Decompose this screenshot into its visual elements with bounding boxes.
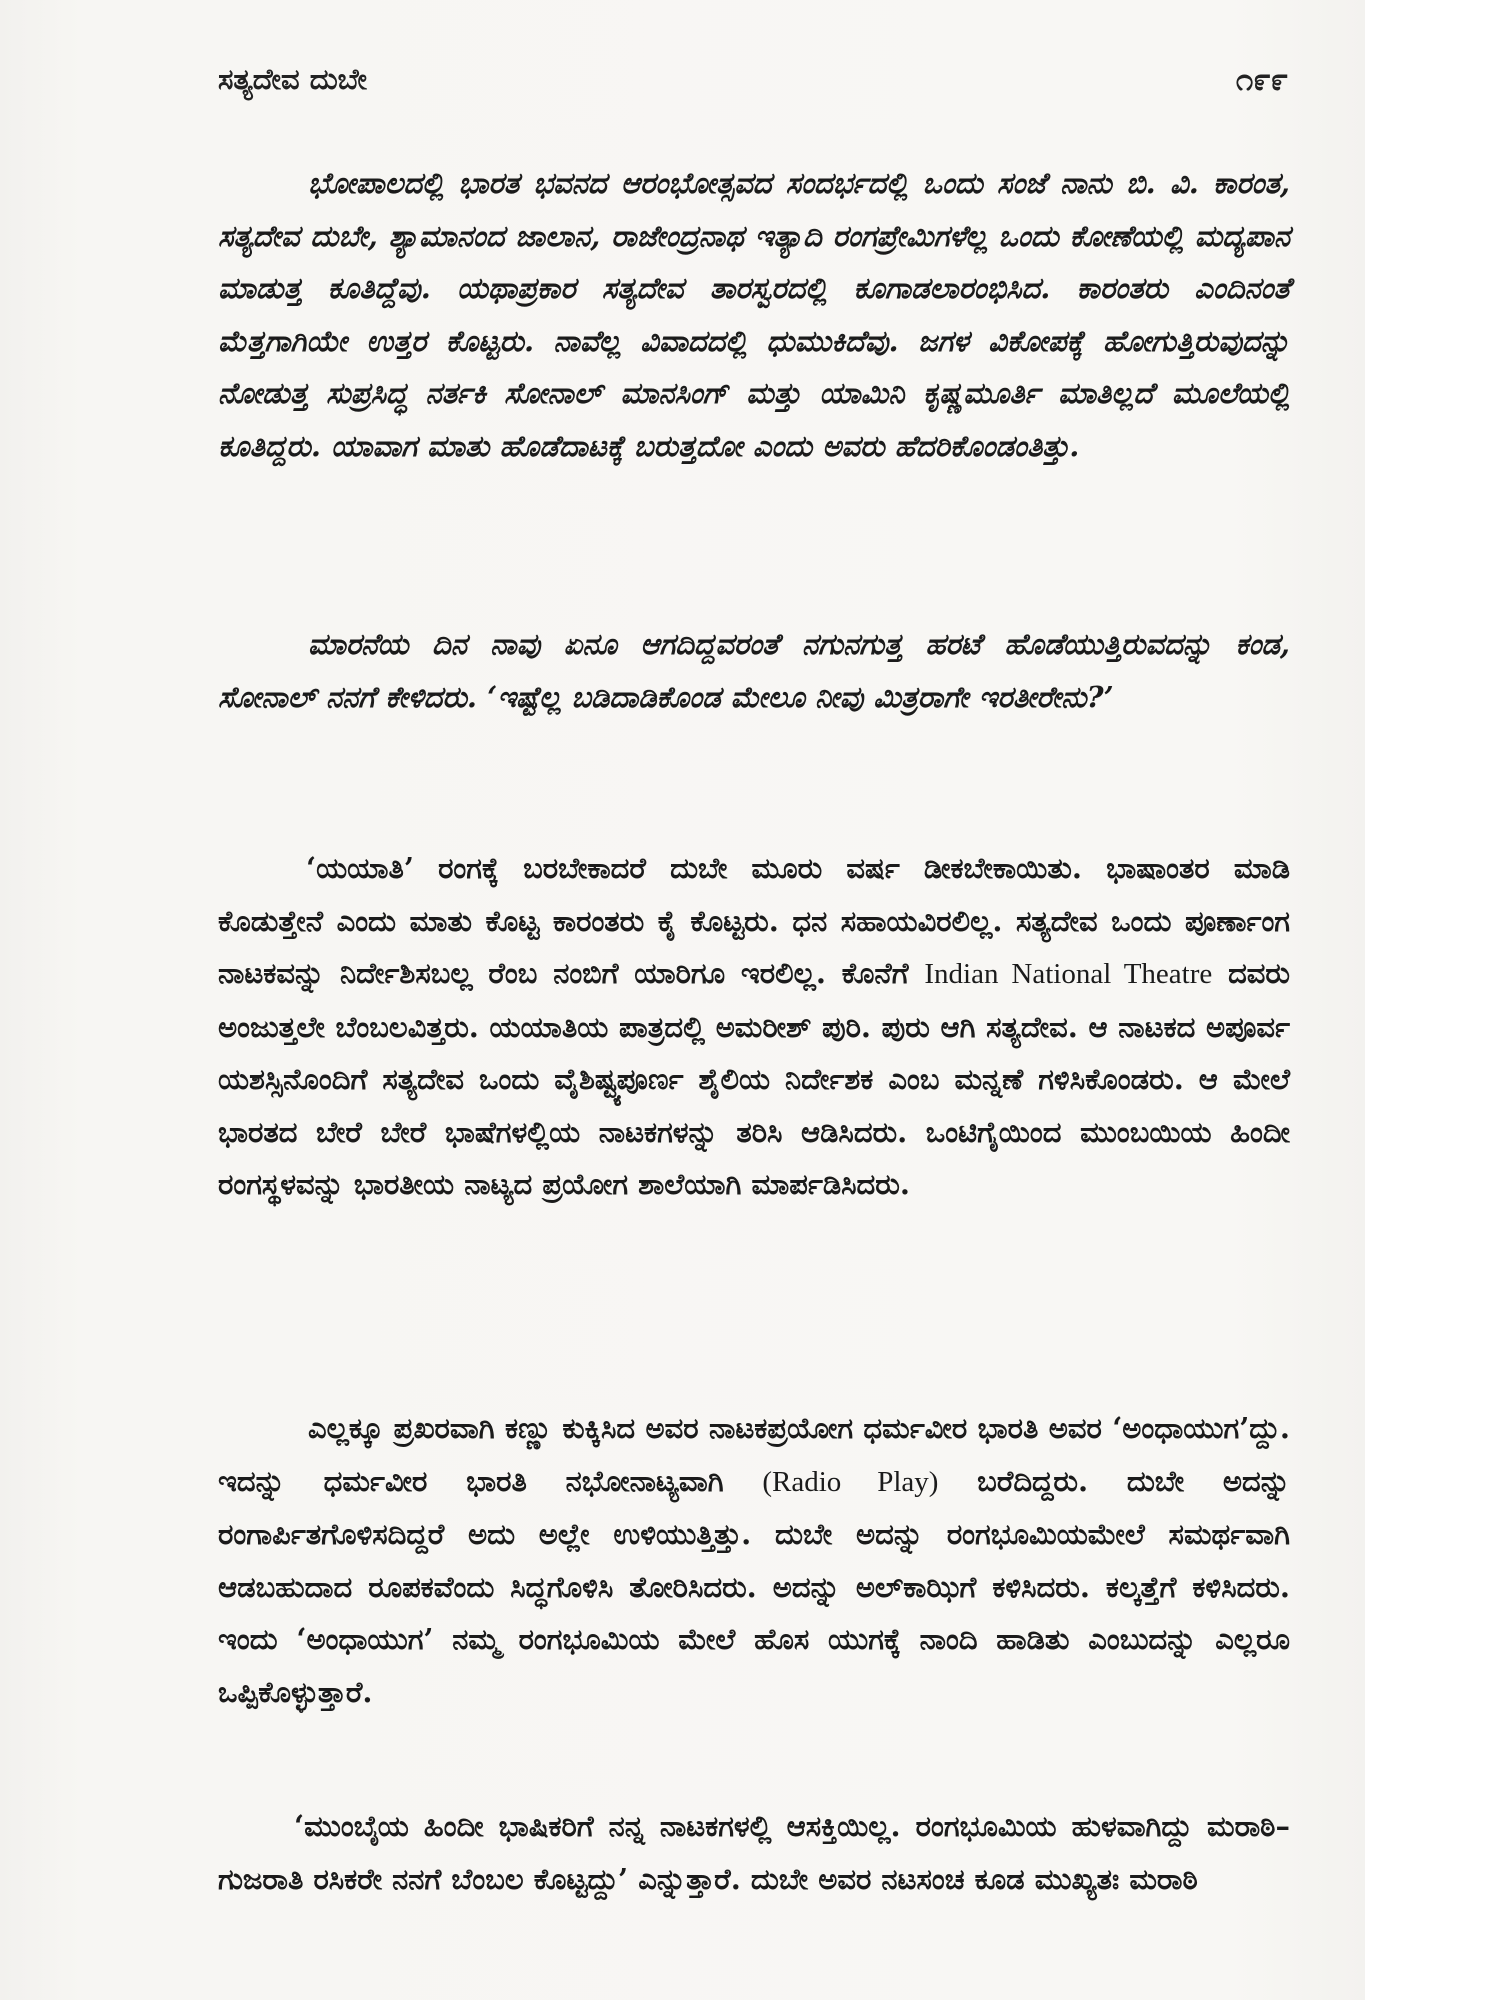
paragraph-3 xyxy=(218,842,1290,1211)
paragraph-3-text-before: ‘ಯಯಾತಿ’ ರಂಗಕ್ಕೆ ಬರಬೇಕಾದರೆ ದುಬೇ ಮೂರು ವರ್ಷ ಡೀಕಬೇಕಾಯಿತು. ಭಾಷಾಂತರ ಮಾಡಿ ಕೊಡುತ್ತೇನೆ ಎಂದು ಮಾತು ಕೊಟ್ಟ ಕಾರಂತರು ಕೈ ಕೊಟ್ಟರು. ಧನ ಸಹಾಯವಿರಲಿಲ್ಲ. ಸತ್ಯದೇವ ಒಂದು ಪೂರ್ಣಾಂಗ ನಾಟಕವನ್ನು ನಿರ್ದೇಶಿಸಬಲ್ಲ ರೆಂಬ ನಂಬಿಗೆ ಯಾರಿಗೂ ಇರಲಿಲ್ಲ. ಕೊನೆಗೆ xyxy=(218,851,1290,990)
paragraph-4-latin: (Radio Play) xyxy=(762,1465,939,1498)
paragraph-2-text: ಮಾರನೆಯ ದಿನ ನಾವು ಏನೂ ಆಗದಿದ್ದವರಂತೆ ನಗುನಗುತ್ತ ಹರಟೆ ಹೊಡೆಯುತ್ತಿರುವದನ್ನು ಕಂಡ, ಸೋನಾಲ್ ನನಗೆ ಕೇಳಿದರು. ‘ಇಷ್ಟೆಲ್ಲ ಬಡಿದಾಡಿಕೊಂಡ ಮೇಲೂ ನೀವು ಮಿತ್ರರಾಗೇ ಇರತೀರೇನು?’ xyxy=(218,627,1290,714)
paragraph-5 xyxy=(218,1800,1290,1905)
paragraph-4-text-after: ಬರೆದಿದ್ದರು. ದುಬೇ ಅದನ್ನು ರಂಗಾರ್ಪಿತಗೊಳಿಸದಿದ್ದರೆ ಅದು ಅಲ್ಲೇ ಉಳಿಯುತ್ತಿತ್ತು. ದುಬೇ ಅದನ್ನು ರಂಗಭೂಮಿಯಮೇಲೆ ಸಮರ್ಥವಾಗಿ ಆಡಬಹುದಾದ ರೂಪಕವೆಂದು ಸಿದ್ಧಗೊಳಿಸಿ ತೋರಿಸಿದರು. ಅದನ್ನು ಅಲ್‌ಕಾಝಿಗೆ ಕಳಿಸಿದರು. ಕಲ್ಕತ್ತೆಗೆ ಕಳಿಸಿದರು. ಇಂದು ‘ಅಂಧಾಯುಗ’ ನಮ್ಮ ರಂಗಭೂಮಿಯ ಮೇಲೆ ಹೊಸ ಯುಗಕ್ಕೆ ನಾಂದಿ ಹಾಡಿತು ಎಂಬುದನ್ನು ಎಲ್ಲರೂ ಒಪ್ಪಿಕೊಳ್ಳುತ್ತಾರೆ. xyxy=(218,1463,1290,1709)
paragraph-4-text-before: ಎಲ್ಲಕ್ಕೂ ಪ್ರಖರವಾಗಿ ಕಣ್ಣು ಕುಕ್ಕಿಸಿದ ಅವರ ನಾಟಕಪ್ರಯೋಗ ಧರ್ಮವೀರ ಭಾರತಿ ಅವರ ‘ಅಂಧಾಯುಗ’ದ್ದು. ಇದನ್ನು ಧರ್ಮವೀರ ಭಾರತಿ ನಭೋನಾಟ್ಯವಾಗಿ xyxy=(218,1411,1290,1498)
paragraph-1 xyxy=(218,157,1290,472)
paragraph-4 xyxy=(218,1402,1290,1718)
paragraph-1-text: ಭೋಪಾಲದಲ್ಲಿ ಭಾರತ ಭವನದ ಆರಂಭೋತ್ಸವದ ಸಂದರ್ಭದಲ್ಲಿ ಒಂದು ಸಂಜೆ ನಾನು ಬಿ. ವಿ. ಕಾರಂತ, ಸತ್ಯದೇವ ದುಬೇ, ಶ್ಯಾಮಾನಂದ ಜಾಲಾನ, ರಾಜೇಂದ್ರನಾಥ ಇತ್ಯಾದಿ ರಂಗಪ್ರೇಮಿಗಳೆಲ್ಲ ಒಂದು ಕೋಣೆಯಲ್ಲಿ ಮದ್ಯಪಾನ ಮಾಡುತ್ತ ಕೂತಿದ್ದೆವು. ಯಥಾಪ್ರಕಾರ ಸತ್ಯದೇವ ತಾರಸ್ವರದಲ್ಲಿ ಕೂಗಾಡಲಾರಂಭಿಸಿದ. ಕಾರಂತರು ಎಂದಿನಂತೆ ಮೆತ್ತಗಾಗಿಯೇ ಉತ್ತರ ಕೊಟ್ಟರು. ನಾವೆಲ್ಲ ವಿವಾದದಲ್ಲಿ ಧುಮುಕಿದೆವು. ಜಗಳ ವಿಕೋಪಕ್ಕೆ ಹೋಗುತ್ತಿರುವುದನ್ನು ನೋಡುತ್ತ ಸುಪ್ರಸಿದ್ಧ ನರ್ತಕಿ ಸೋನಾಲ್ ಮಾನಸಿಂಗ್ ಮತ್ತು ಯಾಮಿನಿ ಕೃಷ್ಣಮೂರ್ತಿ ಮಾತಿಲ್ಲದೆ ಮೂಲೆಯಲ್ಲಿ ಕೂತಿದ್ದರು. ಯಾವಾಗ ಮಾತು ಹೊಡೆದಾಟಕ್ಕೆ ಬರುತ್ತದೋ ಎಂದು ಅವರು ಹೆದರಿಕೊಂಡಂತಿತ್ತು. xyxy=(218,166,1290,463)
running-head: ಸತ್ಯದೇವ ದುಬೇ xyxy=(218,62,368,96)
paragraph-5-text: ‘ಮುಂಬೈಯ ಹಿಂದೀ ಭಾಷಿಕರಿಗೆ ನನ್ನ ನಾಟಕಗಳಲ್ಲಿ ಆಸಕ್ತಿಯಿಲ್ಲ. ರಂಗಭೂಮಿಯ ಹುಳವಾಗಿದ್ದು ಮರಾಠಿ–ಗುಜರಾತಿ ರಸಿಕರೇ ನನಗೆ ಬೆಂಬಲ ಕೊಟ್ಟದ್ದು’ ಎನ್ನುತ್ತಾರೆ. ದುಬೇ ಅವರ ನಟಸಂಚ ಕೂಡ ಮುಖ್ಯತಃ ಮರಾಠಿ xyxy=(218,1809,1290,1896)
paragraph-3-latin: Indian National Theatre xyxy=(924,958,1213,990)
page-number: ೧೯೯ xyxy=(1235,62,1288,98)
page-header xyxy=(218,62,1288,108)
paragraph-3-text-after: ದವರು ಅಂಜುತ್ತಲೇ ಬೆಂಬಲವಿತ್ತರು. ಯಯಾತಿಯ ಪಾತ್ರದಲ್ಲಿ ಅಮರೀಶ್ ಪುರಿ. ಪುರು ಆಗಿ ಸತ್ಯದೇವ. ಆ ನಾಟಕದ ಅಪೂರ್ವ ಯಶಸ್ಸಿನೊಂದಿಗೆ ಸತ್ಯದೇವ ಒಂದು ವೈಶಿಷ್ಟ್ಯಪೂರ್ಣ ಶೈಲಿಯ ನಿರ್ದೇಶಕ ಎಂಬ ಮನ್ನಣೆ ಗಳಿಸಿಕೊಂಡರು. ಆ ಮೇಲೆ ಭಾರತದ ಬೇರೆ ಬೇರೆ ಭಾಷೆಗಳಲ್ಲಿಯ ನಾಟಕಗಳನ್ನು ತರಿಸಿ ಆಡಿಸಿದರು. ಒಂಟಿಗೈಯಿಂದ ಮುಂಬಯಿಯ ಹಿಂದೀ ರಂಗಸ್ಥಳವನ್ನು ಭಾರತೀಯ ನಾಟ್ಯದ ಪ್ರಯೋಗ ಶಾಲೆಯಾಗಿ ಮಾರ್ಪಡಿಸಿದರು. xyxy=(218,956,1290,1201)
paragraph-2 xyxy=(218,618,1290,723)
